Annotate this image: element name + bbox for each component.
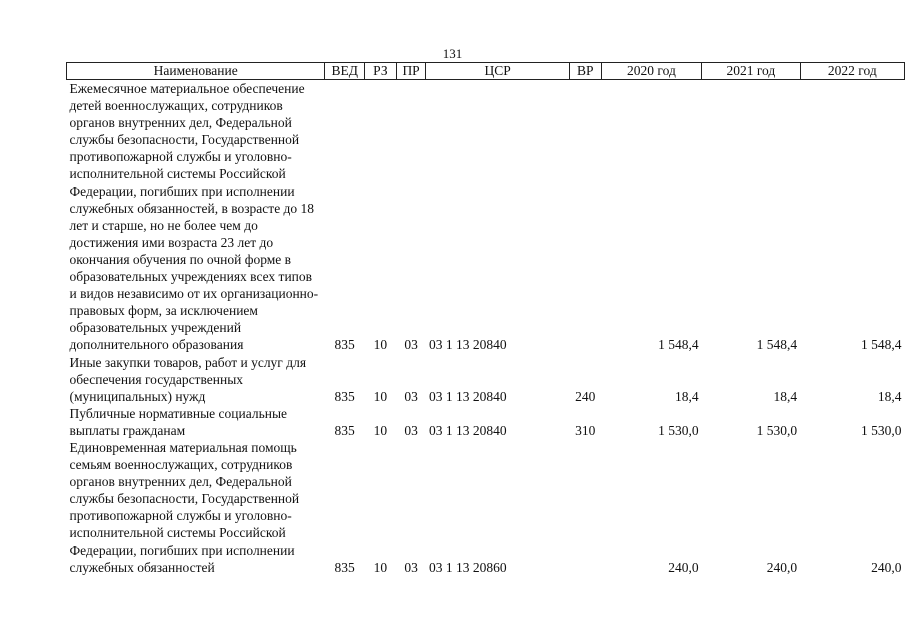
row-vr: 240 xyxy=(575,388,596,404)
row-2022: 1 548,4 xyxy=(861,337,902,353)
table-row xyxy=(67,405,905,439)
row-2022: 18,4 xyxy=(877,388,902,404)
table-row xyxy=(67,80,905,354)
budget-table xyxy=(66,62,905,576)
table-row xyxy=(67,439,905,576)
row-2021: 1 548,4 xyxy=(756,337,798,353)
row-2021: 1 530,0 xyxy=(756,422,798,438)
row-name: Иные закупки товаров, работ и услуг для обеспечения государственных (муниципальных) нужд xyxy=(69,354,307,404)
row-ved: 835 xyxy=(334,559,355,575)
row-2020: 18,4 xyxy=(675,388,699,404)
row-ved: 835 xyxy=(334,337,355,353)
row-pr: 03 xyxy=(404,422,418,438)
row-csr: 03 1 13 20840 xyxy=(428,422,507,438)
row-vr xyxy=(569,80,601,354)
row-rz: 10 xyxy=(373,559,388,575)
row-csr: 03 1 13 20840 xyxy=(428,388,507,404)
row-rz: 10 xyxy=(373,388,388,404)
row-2020: 1 548,4 xyxy=(658,337,699,353)
row-vr xyxy=(569,439,601,576)
page-number: 131 xyxy=(442,46,463,61)
row-pr: 03 xyxy=(404,388,418,404)
header-2020: 2020 год xyxy=(601,63,701,80)
header-name: Наименование xyxy=(67,63,325,80)
header-2021: 2021 год xyxy=(702,63,800,80)
row-rz: 10 xyxy=(373,422,388,438)
row-vr: 310 xyxy=(575,422,596,438)
row-rz: 10 xyxy=(373,337,388,353)
row-2021: 240,0 xyxy=(766,559,798,575)
row-name: Публичные нормативные социальные выплаты гражданам xyxy=(69,405,288,438)
row-2022: 1 530,0 xyxy=(861,422,902,438)
row-ved: 835 xyxy=(334,422,355,438)
row-2022: 240,0 xyxy=(871,559,902,575)
row-csr: 03 1 13 20840 xyxy=(428,337,507,353)
header-vr: ВР xyxy=(569,63,601,80)
header-csr: ЦСР xyxy=(426,63,569,80)
row-2021: 18,4 xyxy=(773,388,798,404)
header-rz: РЗ xyxy=(365,63,397,80)
row-2020: 1 530,0 xyxy=(658,422,699,438)
table-header-row xyxy=(67,63,905,80)
header-pr: ПР xyxy=(396,63,426,80)
header-ved: ВЕД xyxy=(325,63,365,80)
row-ved: 835 xyxy=(334,388,355,404)
row-name: Единовременная материальная помощь семьям военнослужащих, сотрудников органов внутренних дел, Федеральной службы безопасности, Государственной противопожарной службы и уголовно-исполнительной системы Российской Федерации, погибших при исполнении служебных обязанностей xyxy=(69,439,300,575)
row-csr: 03 1 13 20860 xyxy=(428,559,507,575)
row-2020: 240,0 xyxy=(668,559,699,575)
table-row xyxy=(67,354,905,405)
header-2022: 2022 год xyxy=(800,63,904,80)
row-name: Ежемесячное материальное обеспечение детей военнослужащих, сотрудников органов внутренних дел, Федеральной службы безопасности, Государственной противопожарной службы и уголовно-исполнительной системы Российской Федерации, погибших при исполнении служебных обязанностей, в возрасте до 18 лет и старше, но не более чем до достижения ими возраста 23 лет до окончания обучения по очной форме в образовательных учреждениях всех типов и видов независимо от их организационно-правовых форм, за исключением образовательных учреждений дополнительного образования xyxy=(69,81,319,353)
row-pr: 03 xyxy=(404,559,418,575)
row-pr: 03 xyxy=(404,337,418,353)
